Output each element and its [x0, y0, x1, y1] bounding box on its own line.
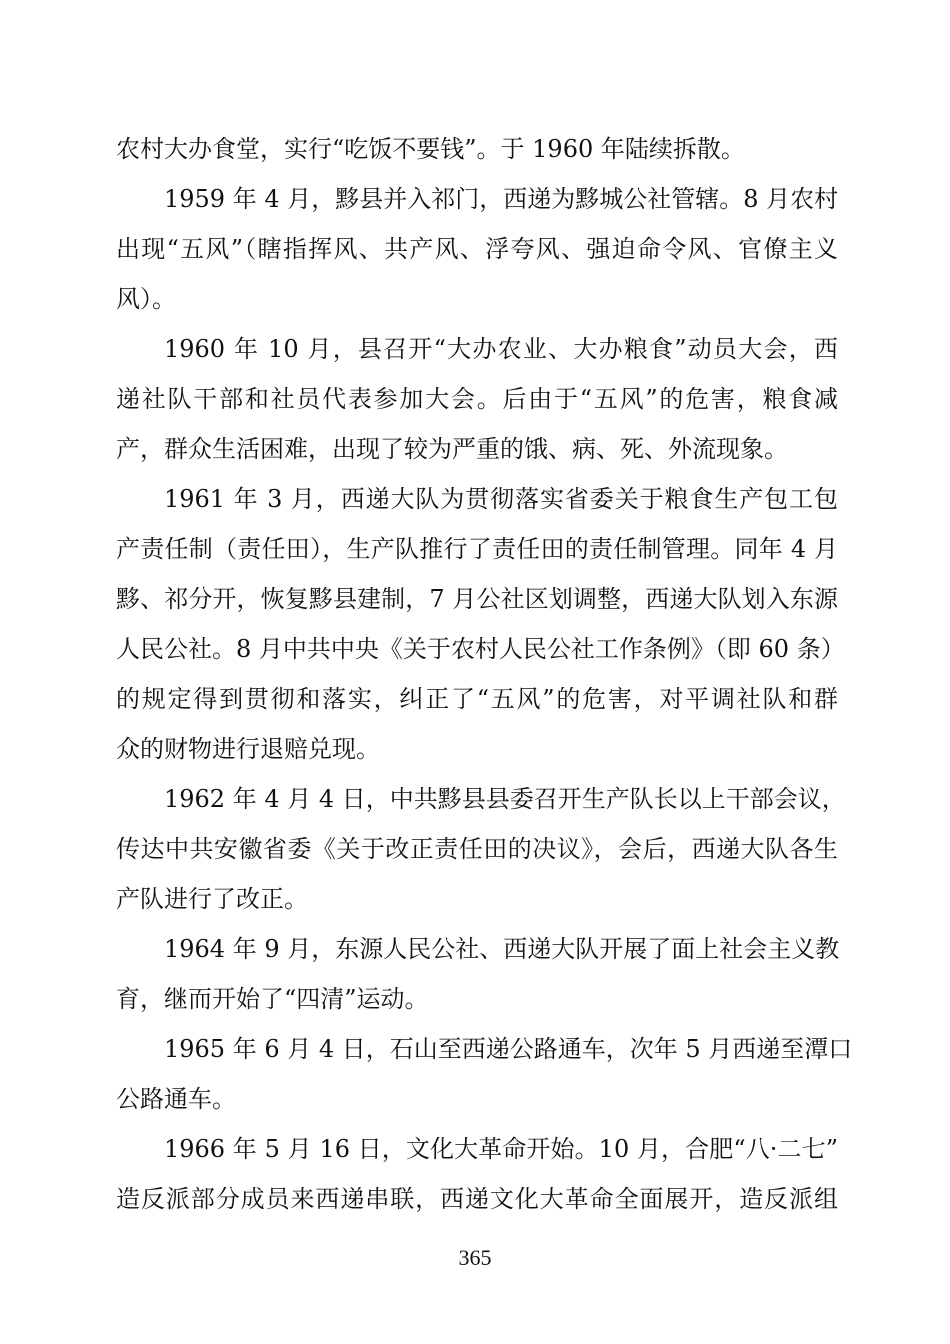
text-line: 人民公社。8 月中共中央《关于农村人民公社工作条例》（即 60 条）	[116, 635, 845, 663]
text-line: 产队进行了改正。	[116, 885, 308, 913]
paragraph	[116, 324, 838, 474]
paragraph	[116, 174, 838, 324]
paragraph	[116, 924, 838, 1024]
text-line: 1964 年 9 月，东源人民公社、西递大队开展了面上社会主义教	[164, 935, 840, 963]
text-line: 出现“五风”（瞎指挥风、共产风、浮夸风、强迫命令风、官僚主义	[116, 235, 838, 263]
text-line: 众的财物进行退赔兑现。	[116, 735, 380, 763]
document-body	[116, 124, 853, 1224]
paragraph	[116, 1124, 838, 1224]
text-line: 育，继而开始了“四清”运动。	[116, 985, 429, 1013]
text-line: 1960 年 10 月，县召开“大办农业、大办粮食”动员大会，西	[164, 335, 838, 363]
text-line: 的规定得到贯彻和落实，纠正了“五风”的危害，对平调社队和群	[116, 685, 838, 713]
text-line: 1965 年 6 月 4 日，石山至西递公路通车，次年 5 月西递至潭口	[164, 1035, 853, 1063]
text-line: 1959 年 4 月，黟县并入祁门，西递为黟城公社管辖。8 月农村	[164, 185, 839, 213]
text-line: 黟、祁分开，恢复黟县建制，7 月公社区划调整，西递大队划入东源	[116, 585, 838, 613]
text-line: 公路通车。	[116, 1085, 236, 1113]
text-line: 农村大办食堂，实行“吃饭不要钱”。于 1960 年陆续拆散。	[116, 135, 745, 163]
text-line: 产责任制（责任田），生产队推行了责任田的责任制管理。同年 4 月	[116, 535, 838, 563]
paragraph	[116, 124, 838, 174]
text-line: 风）。	[116, 285, 176, 313]
page-number: 365	[458, 1245, 492, 1270]
text-line: 1966 年 5 月 16 日，文化大革命开始。10 月，合肥“八·二七”	[164, 1135, 838, 1163]
text-line: 传达中共安徽省委《关于改正责任田的决议》，会后，西递大队各生	[116, 835, 838, 863]
paragraph	[116, 474, 845, 774]
paragraph	[116, 774, 846, 924]
text-line: 递社队干部和社员代表参加大会。后由于“五风”的危害，粮食减	[116, 385, 838, 413]
text-line: 1961 年 3 月，西递大队为贯彻落实省委关于粮食生产包工包	[164, 485, 838, 513]
text-line: 1962 年 4 月 4 日，中共黟县县委召开生产队长以上干部会议，	[164, 785, 846, 813]
text-line: 产，群众生活困难，出现了较为严重的饿、病、死、外流现象。	[116, 435, 788, 463]
paragraph	[116, 1024, 853, 1124]
text-line: 造反派部分成员来西递串联，西递文化大革命全面展开，造反派组	[116, 1185, 838, 1213]
